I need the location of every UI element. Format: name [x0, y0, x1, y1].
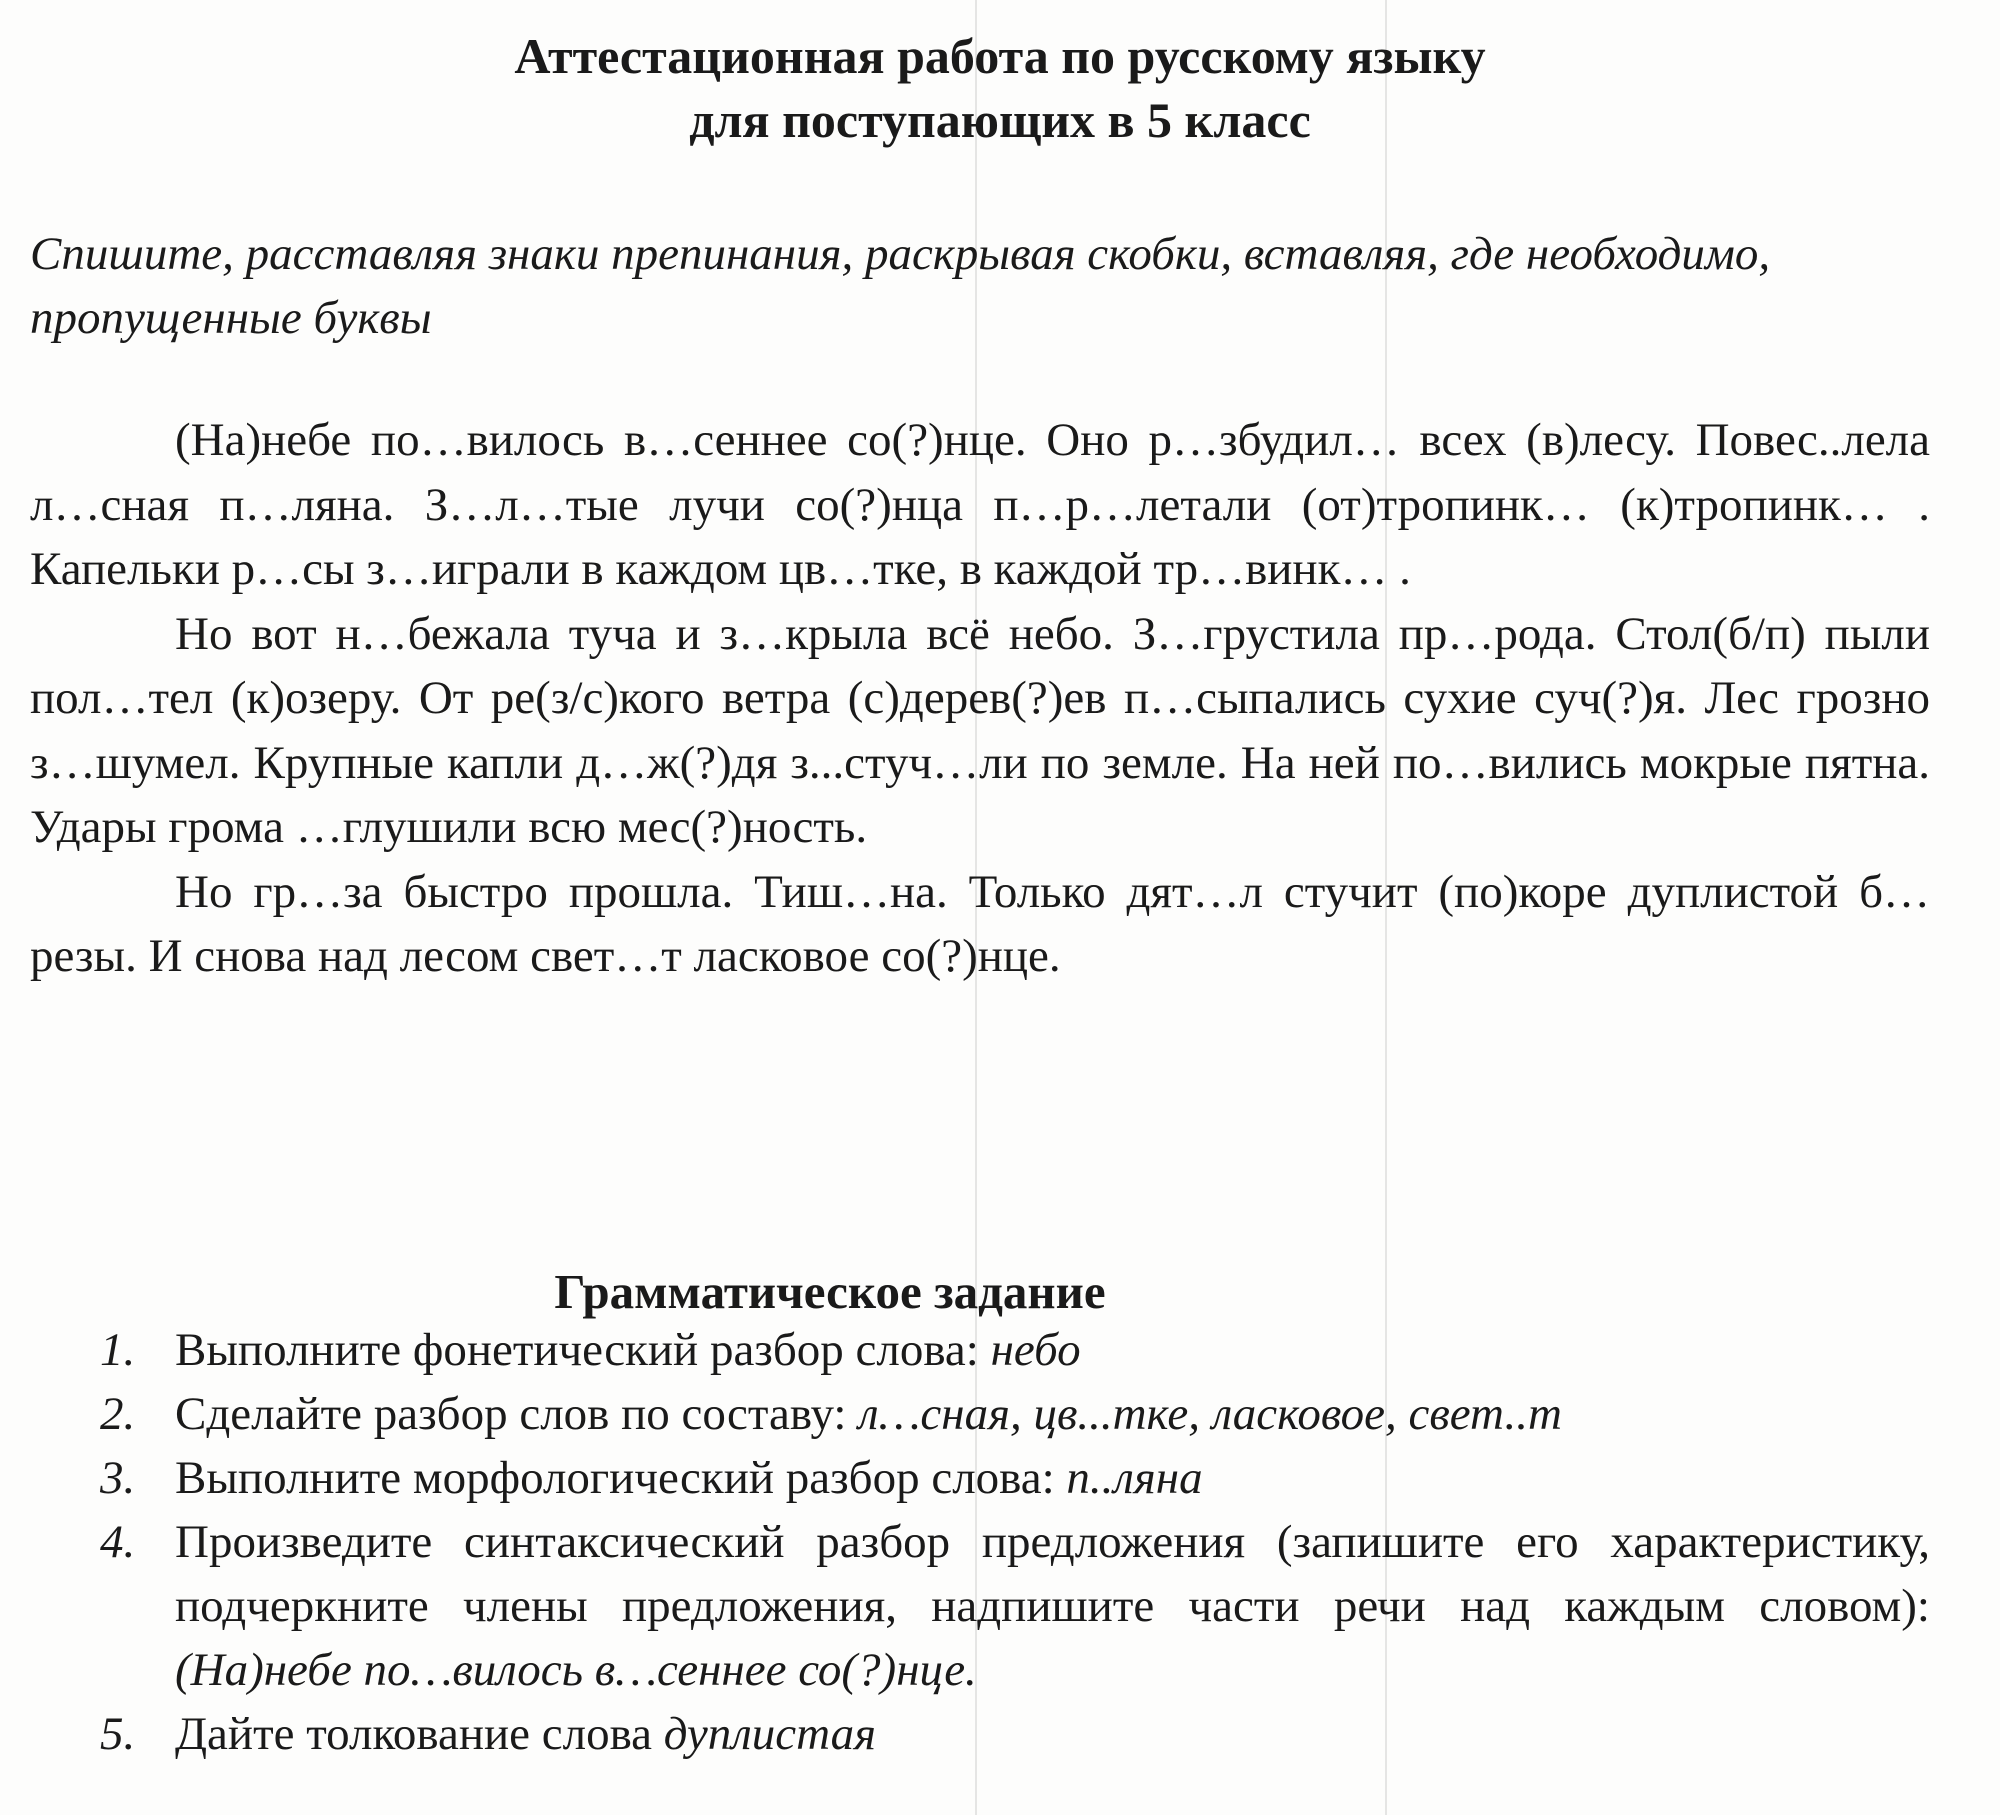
grammar-section-title: Грамматическое задание	[554, 1264, 1106, 1319]
task-number: 1.	[100, 1324, 136, 1376]
task-number: 4.	[100, 1516, 136, 1568]
task-word: небо	[990, 1324, 1081, 1376]
grammar-task	[100, 1318, 1930, 1382]
grammar-task	[100, 1510, 1930, 1702]
grammar-task	[100, 1382, 1930, 1446]
instruction-text: Спишите, расставляя знаки препинания, раскрывая скобки, вставляя, где необходимо, пропущенные буквы	[30, 228, 1771, 344]
grammar-task	[100, 1446, 1930, 1510]
task-text: Сделайте разбор слов по составу:	[175, 1388, 859, 1440]
task-text: Выполните морфологический разбор слова:	[175, 1452, 1067, 1504]
text-paragraph: (На)небе по…вилось в…сеннее со(?)нце. Оно р…збудил… всех (в)лесу. Повес..лела л…сная п…ляна. З…л…тые лучи со(?)нца п…р…летали (от)тропинк… (к)тропинк… . Капельки р…сы з…играли в каждом цв…тке, в каждой тр…винк… .	[30, 414, 1930, 595]
dictation-text	[30, 408, 1930, 989]
text-paragraph: Но гр…за быстро прошла. Тиш…на. Только дят…л стучит (по)коре дуплистой б…резы. И снова над лесом свет…т ласковое со(?)нце.	[30, 865, 1930, 982]
title-line-1: Аттестационная работа по русскому языку	[514, 28, 1486, 84]
task-text: Выполните фонетический разбор слова:	[175, 1324, 991, 1376]
grammar-task	[100, 1702, 1930, 1766]
task-word: п..ляна	[1066, 1452, 1203, 1504]
task-number: 3.	[100, 1452, 136, 1504]
task-number: 5.	[100, 1708, 136, 1760]
grammar-task-list	[100, 1318, 1930, 1766]
text-paragraph: Но вот н…бежала туча и з…крыла всё небо. З…грустила пр…рода. Стол(б/п) пыли пол…тел (к)озеру. От ре(з/с)кого ветра (с)дерев(?)ев п…сыпались сухие суч(?)я. Лес грозно з…шумел. Крупные капли д…ж(?)дя з...стуч…ли по земле. На ней по…вились мокрые пятна. Удары грома …глушили всю мес(?)ность.	[30, 607, 1930, 853]
task-word: дуплистая	[663, 1708, 877, 1760]
task-number: 2.	[100, 1388, 136, 1440]
title-line-2: для поступающих в 5 класс	[689, 92, 1311, 148]
task-text: Дайте толкование слова	[175, 1708, 664, 1760]
task-word: (На)небе по…вилось в…сеннее со(?)нце.	[175, 1644, 977, 1696]
task-word: л…сная, цв...тке, ласковое, свет..т	[858, 1388, 1562, 1440]
document-title	[0, 24, 2000, 152]
task-text: Произведите синтаксический разбор предложения (запишите его характеристику, подчеркните члены предложения, надпишите части речи над каждым словом):	[175, 1516, 1930, 1632]
